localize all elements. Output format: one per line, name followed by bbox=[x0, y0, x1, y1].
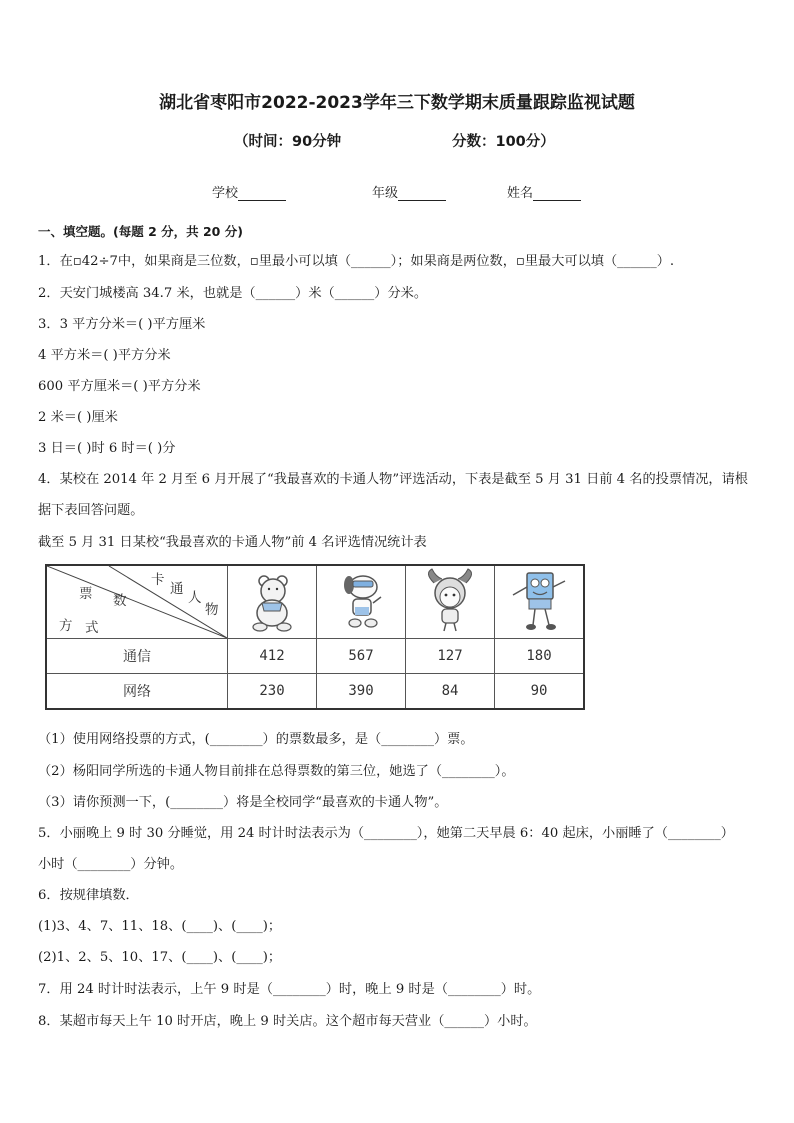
question-3-line-1: 3．3 平方分米＝( )平方厘米 bbox=[38, 317, 206, 332]
page-title: 湖北省枣阳市2022-2023学年三下数学期末质量跟踪监视试题 bbox=[159, 93, 635, 113]
corner-ka: 卡 bbox=[151, 572, 165, 588]
name-blank[interactable] bbox=[533, 186, 581, 201]
corner-shi: 式 bbox=[85, 620, 99, 636]
question-8: 8．某超市每天上午 10 时开店，晚上 9 时关店。这个超市每天营业（______）小时。 bbox=[38, 1014, 537, 1029]
grade-label: 年级 bbox=[372, 186, 399, 201]
row-label-tongxin: 通信 bbox=[46, 639, 228, 674]
grade-field[interactable] bbox=[372, 182, 446, 201]
corner-shu: 数 bbox=[113, 593, 127, 609]
table-cell: 180 bbox=[495, 639, 585, 674]
name-label: 姓名 bbox=[507, 186, 534, 201]
question-6-part-1: (1)3、4、7、11、18、(____)、(____)； bbox=[38, 919, 282, 934]
table-cell: 84 bbox=[406, 674, 495, 710]
table-cell: 230 bbox=[228, 674, 317, 710]
row-label-wangluo: 网络 bbox=[46, 674, 228, 710]
corner-ren: 人 bbox=[188, 590, 202, 606]
corner-tong: 通 bbox=[170, 581, 184, 597]
question-6: 6．按规律填数． bbox=[38, 888, 139, 903]
cartoon-sponge-image bbox=[503, 567, 575, 633]
corner-fang: 方 bbox=[59, 618, 73, 634]
question-4-line-2: 据下表回答问题。 bbox=[38, 503, 144, 518]
question-3-line-5: 3 日＝( )时 6 时＝( )分 bbox=[38, 441, 176, 456]
question-5-line-1: 5．小丽晚上 9 时 30 分睡觉，用 24 时计时法表示为（________），她第二天早晨 6：40 起床，小丽睡了（________） bbox=[38, 826, 734, 841]
diagonal-header-cell bbox=[46, 565, 228, 639]
question-2: 2．天安门城楼高 34.7 米，也就是（______）米（______）分米。 bbox=[38, 286, 428, 301]
section-heading: 一、填空题。(每题 2 分，共 20 分) bbox=[38, 224, 243, 239]
question-1: 1．在▫42÷7中，如果商是三位数，▫里最小可以填（______）；如果商是两位数，▫里最大可以填（______）. bbox=[38, 254, 675, 269]
name-field[interactable] bbox=[507, 182, 581, 201]
cartoon-goat-image bbox=[414, 567, 486, 633]
question-6-part-2: (2)1、2、5、10、17、(____)、(____)； bbox=[38, 950, 282, 965]
question-4-line-1: 4．某校在 2014 年 2 月至 6 月开展了“我最喜欢的卡通人物”评选活动，下表是截至 5 月 31 日前 4 名的投票情况，请根 bbox=[38, 472, 748, 487]
question-5-line-2: 小时（________）分钟。 bbox=[38, 857, 184, 872]
cartoon-bear-image bbox=[236, 567, 308, 633]
question-4-part-1: （1）使用网络投票的方式，(________）的票数最多，是（________）票。 bbox=[38, 732, 474, 747]
question-3-line-4: 2 米＝( )厘米 bbox=[38, 410, 118, 425]
table-cell: 390 bbox=[317, 674, 406, 710]
school-label: 学校 bbox=[212, 186, 239, 201]
exam-time: （时间：90分钟 bbox=[234, 134, 342, 150]
cartoon-dog-cell bbox=[317, 565, 406, 639]
table-row bbox=[46, 674, 584, 710]
table-cell: 127 bbox=[406, 639, 495, 674]
cartoon-bear-cell bbox=[228, 565, 317, 639]
table-row bbox=[46, 639, 584, 674]
school-blank[interactable] bbox=[238, 186, 286, 201]
cartoon-goat-cell bbox=[406, 565, 495, 639]
cartoon-sponge-cell bbox=[495, 565, 585, 639]
table-cell: 412 bbox=[228, 639, 317, 674]
table-caption: 截至 5 月 31 日某校“我最喜欢的卡通人物”前 4 名评选情况统计表 bbox=[38, 535, 427, 550]
question-3-line-2: 4 平方米＝( )平方分米 bbox=[38, 348, 171, 363]
cartoon-dog-image bbox=[325, 567, 397, 633]
grade-blank[interactable] bbox=[398, 186, 446, 201]
vote-table bbox=[45, 564, 585, 710]
corner-wu: 物 bbox=[205, 602, 219, 618]
table-cell: 90 bbox=[495, 674, 585, 710]
question-4-part-2: （2）杨阳同学所选的卡通人物目前排在总得票数的第三位，她选了（________）。 bbox=[38, 764, 515, 779]
table-header-row bbox=[46, 565, 584, 639]
school-field[interactable] bbox=[212, 182, 286, 201]
question-7: 7．用 24 时计时法表示，上午 9 时是（________）时，晚上 9 时是（________）时。 bbox=[38, 982, 541, 997]
corner-piao: 票 bbox=[79, 586, 93, 602]
question-3-line-3: 600 平方厘米＝( )平方分米 bbox=[38, 379, 201, 394]
exam-score: 分数：100分） bbox=[452, 134, 555, 150]
table-cell: 567 bbox=[317, 639, 406, 674]
question-4-part-3: （3）请你预测一下，(________）将是全校同学“最喜欢的卡通人物”。 bbox=[38, 795, 448, 810]
